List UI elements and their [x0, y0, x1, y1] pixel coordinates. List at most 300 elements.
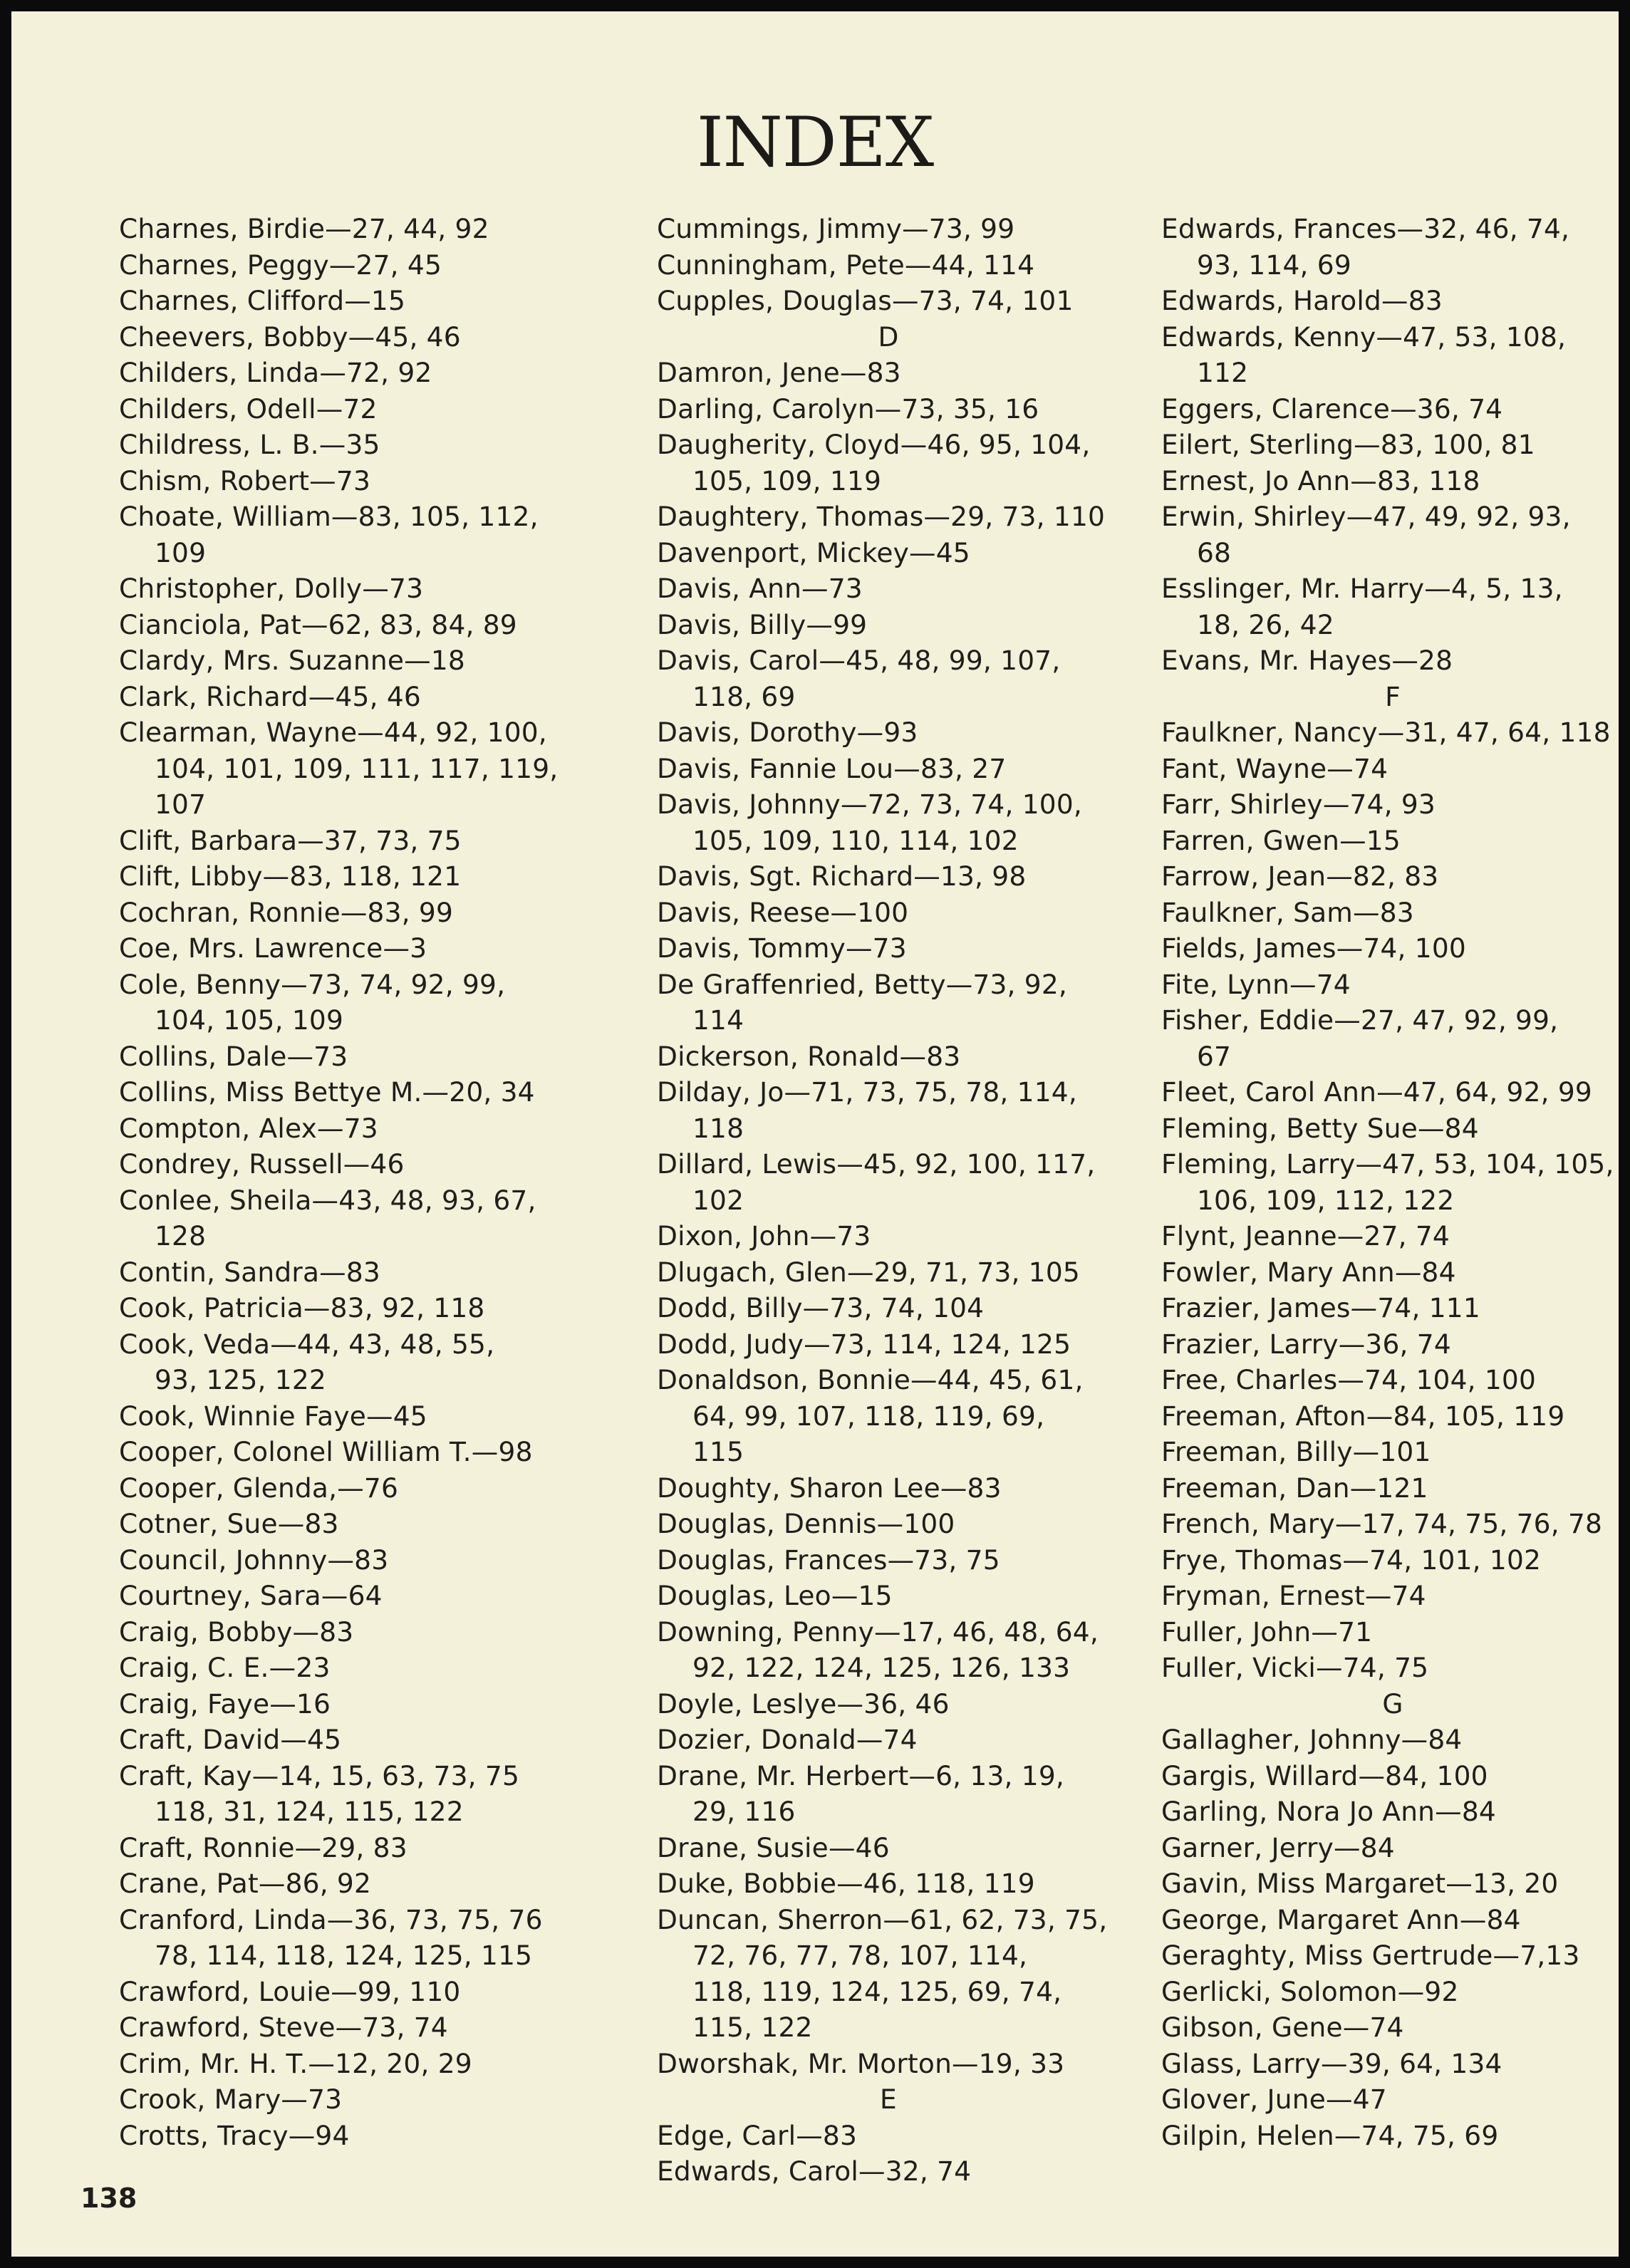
index-entry-text: Crawford, Steve—73, 74: [119, 2012, 448, 2043]
index-entry-text: Fuller, Vicki—74, 75: [1161, 1652, 1429, 1683]
index-entry-continuation: 109: [155, 536, 207, 568]
index-entry-text: Fryman, Ernest—74: [1161, 1580, 1426, 1611]
index-entry-continuation: 106, 109, 112, 122: [1197, 1184, 1455, 1216]
index-entry-text: Gibson, Gene—74: [1161, 2012, 1404, 2043]
index-entry-text: Clift, Barbara—37, 73, 75: [119, 824, 462, 856]
index-entry: [657, 1866, 1141, 1902]
index-entry-continuation: 107: [155, 789, 207, 820]
index-entry: [1161, 714, 1619, 751]
index-entry: [1161, 823, 1619, 859]
index-entry-text: Crotts, Tracy—94: [119, 2119, 350, 2151]
index-entry-text: Crim, Mr. H. T.—12, 20, 29: [119, 2047, 472, 2079]
index-entry: [1161, 391, 1619, 427]
index-entry: [119, 930, 603, 967]
index-entry: [657, 535, 1141, 571]
index-entry-text: French, Mary—17, 74, 75, 76, 78: [1161, 1508, 1603, 1539]
index-entry-continuation: 118: [692, 1112, 744, 1144]
index-entry-text: Drane, Susie—46: [657, 1831, 890, 1863]
index-entry-text: Courtney, Sara—64: [119, 1580, 383, 1611]
index-entry: [119, 1650, 603, 1686]
index-entry: [1161, 1866, 1619, 1902]
index-entry-text: Doughty, Sharon Lee—83: [657, 1472, 1002, 1504]
index-entry: [657, 1326, 1141, 1363]
index-entry-text: Clardy, Mrs. Suzanne—18: [119, 645, 465, 676]
index-entry: [119, 1866, 603, 1902]
index-entry: [657, 1039, 1141, 1075]
index-entry-text: Geraghty, Miss Gertrude—7,13: [1161, 1940, 1580, 1971]
index-entry-continuation: 118, 31, 124, 115, 122: [155, 1796, 464, 1827]
index-entry-continuation: 104, 101, 109, 111, 117, 119,: [155, 752, 559, 784]
index-page: [11, 11, 1619, 2257]
index-entry: [119, 714, 603, 823]
index-entry: [657, 391, 1141, 427]
index-entry-continuation: 115: [692, 1436, 744, 1467]
index-entry-text: Downing, Penny—17, 46, 48, 64,: [657, 1616, 1099, 1648]
index-entry: [119, 679, 603, 715]
index-entry: [657, 2046, 1141, 2082]
index-entry-text: Donaldson, Bonnie—44, 45, 61,: [657, 1364, 1084, 1395]
index-entry: [1161, 427, 1619, 463]
index-entry-text: Contin, Sandra—83: [119, 1256, 380, 1288]
index-entry: [1161, 1614, 1619, 1650]
index-entry: [1161, 2081, 1619, 2118]
index-entry: [1161, 1974, 1619, 2010]
index-entry-text: Choate, William—83, 105, 112,: [119, 501, 539, 532]
index-entry-text: Gavin, Miss Margaret—13, 20: [1161, 1868, 1559, 1899]
index-entry: [119, 283, 603, 319]
index-entry-text: Frazier, James—74, 111: [1161, 1292, 1480, 1323]
index-entry-text: Crane, Pat—86, 92: [119, 1868, 372, 1899]
index-entry-text: Dworshak, Mr. Morton—19, 33: [657, 2047, 1065, 2079]
index-entry: [1161, 1146, 1619, 1218]
index-entry: [657, 895, 1141, 931]
index-entry-text: Davis, Ann—73: [657, 573, 863, 604]
index-entry-text: Childers, Odell—72: [119, 392, 378, 425]
index-entry-text: Faulkner, Sam—83: [1161, 896, 1414, 928]
index-entry-text: Daughtery, Thomas—29, 73, 110: [657, 501, 1106, 532]
index-entry: [1161, 283, 1619, 319]
index-entry: [657, 607, 1141, 643]
index-entry-text: Davenport, Mickey—45: [657, 536, 970, 568]
index-entry-text: Cooper, Glenda,—76: [119, 1472, 399, 1504]
index-entry-text: Farr, Shirley—74, 93: [1161, 789, 1436, 820]
index-entry-text: Dilday, Jo—71, 73, 75, 78, 114,: [657, 1076, 1077, 1108]
index-entry-text: Dickerson, Ronald—83: [657, 1040, 961, 1072]
index-entry: [119, 571, 603, 607]
index-entry: [1161, 2118, 1619, 2154]
index-entry-text: De Graffenried, Betty—73, 92,: [657, 968, 1068, 1000]
index-entry: [1161, 1074, 1619, 1110]
index-entry: [1161, 643, 1619, 679]
index-entry-text: Fleming, Betty Sue—84: [1161, 1112, 1479, 1144]
index-entry-text: Farrow, Jean—82, 83: [1161, 860, 1439, 892]
index-entry-text: Darling, Carolyn—73, 35, 16: [657, 392, 1039, 425]
index-column-1: [119, 211, 603, 2153]
index-entry: [657, 2118, 1141, 2154]
index-entry: [1161, 1290, 1619, 1326]
index-entry: [119, 2081, 603, 2118]
index-entry: [1161, 319, 1619, 391]
index-entry-text: Compton, Alex—73: [119, 1112, 378, 1144]
index-entry-text: Craft, Ronnie—29, 83: [119, 1831, 408, 1863]
index-entry: [657, 1830, 1141, 1866]
index-entry: [119, 1614, 603, 1650]
index-entry: [1161, 1506, 1619, 1542]
index-entry: [1161, 1254, 1619, 1291]
index-entry: [119, 1722, 603, 1758]
index-entry-text: Dixon, John—73: [657, 1220, 871, 1252]
index-entry-text: Coe, Mrs. Lawrence—3: [119, 932, 427, 964]
index-entry-text: Conlee, Sheila—43, 48, 93, 67,: [119, 1184, 536, 1216]
index-entry: [119, 1506, 603, 1542]
index-entry-text: Edwards, Harold—83: [1161, 285, 1443, 316]
index-entry: [657, 427, 1141, 499]
index-entry-text: Cook, Veda—44, 43, 48, 55,: [119, 1328, 495, 1360]
index-entry-continuation: 118, 69: [692, 680, 796, 712]
index-entry-text: Flynt, Jeanne—27, 74: [1161, 1220, 1450, 1252]
index-entry: [119, 1830, 603, 1866]
index-entry-text: Collins, Miss Bettye M.—20, 34: [119, 1076, 535, 1108]
index-entry-text: Eilert, Sterling—83, 100, 81: [1161, 429, 1535, 460]
index-entry: [119, 1974, 603, 2010]
index-entry: [657, 283, 1141, 319]
index-entry-continuation: 67: [1197, 1040, 1232, 1072]
index-entry: [657, 2153, 1141, 2190]
index-entry-text: Cooper, Colonel William T.—98: [119, 1436, 533, 1467]
index-entry: [1161, 1002, 1619, 1074]
index-entry: [119, 463, 603, 499]
index-entry-text: Duncan, Sherron—61, 62, 73, 75,: [657, 1903, 1108, 1935]
index-entry-text: Gilpin, Helen—74, 75, 69: [1161, 2119, 1499, 2151]
index-entry: [119, 858, 603, 895]
index-entry-text: Frazier, Larry—36, 74: [1161, 1328, 1451, 1360]
page-title: INDEX: [696, 103, 934, 182]
index-entry-text: Cook, Patricia—83, 92, 118: [119, 1292, 485, 1323]
index-entry-text: Fant, Wayne—74: [1161, 752, 1388, 784]
index-entry-text: Douglas, Frances—73, 75: [657, 1544, 1000, 1576]
index-entry-continuation: 118, 119, 124, 125, 69, 74,: [692, 1975, 1062, 2007]
index-entry: [1161, 1902, 1619, 1938]
index-entry-text: Freeman, Dan—121: [1161, 1472, 1428, 1504]
index-entry-text: Cheevers, Bobby—45, 46: [119, 321, 461, 353]
index-entry: [119, 1758, 603, 1830]
index-entry: [657, 1362, 1141, 1470]
index-entry: [119, 2118, 603, 2154]
index-entry-text: Davis, Reese—100: [657, 896, 909, 928]
index-entry-continuation: 112: [1197, 357, 1249, 388]
index-entry-continuation: 102: [692, 1184, 744, 1216]
index-entry-text: Freeman, Billy—101: [1161, 1436, 1431, 1467]
index-entry-text: Crook, Mary—73: [119, 2084, 343, 2115]
index-entry: [119, 1146, 603, 1182]
index-entry-continuation: 72, 76, 77, 78, 107, 114,: [692, 1940, 1028, 1971]
index-entry: [119, 823, 603, 859]
index-entry-text: Davis, Dorothy—93: [657, 717, 918, 748]
index-entry: [657, 1758, 1141, 1830]
index-entry-text: Frye, Thomas—74, 101, 102: [1161, 1544, 1542, 1576]
index-entry: [119, 1290, 603, 1326]
index-entry: [119, 427, 603, 463]
index-entry: [119, 967, 603, 1039]
index-entry-text: Fite, Lynn—74: [1161, 968, 1351, 1000]
index-column-2: [657, 211, 1141, 2190]
index-entry-continuation: 68: [1197, 536, 1232, 568]
index-entry-text: Douglas, Leo—15: [657, 1580, 893, 1611]
section-letter: E: [880, 2084, 897, 2115]
index-entry-text: Fleming, Larry—47, 53, 104, 105,: [1161, 1148, 1614, 1180]
index-entry-text: Clark, Richard—45, 46: [119, 680, 421, 712]
index-entry-continuation: 105, 109, 110, 114, 102: [692, 824, 1019, 856]
index-entry-text: Edwards, Kenny—47, 53, 108,: [1161, 321, 1567, 353]
index-entry-text: Craft, Kay—14, 15, 63, 73, 75: [119, 1759, 520, 1791]
index-entry-text: Cupples, Douglas—73, 74, 101: [657, 285, 1074, 316]
index-entry-text: Esslinger, Mr. Harry—4, 5, 13,: [1161, 573, 1563, 604]
index-entry-continuation: 92, 122, 124, 125, 126, 133: [692, 1652, 1071, 1683]
index-entry: [657, 643, 1141, 714]
index-entry-text: Fisher, Eddie—27, 47, 92, 99,: [1161, 1004, 1559, 1036]
index-entry-continuation: 93, 114, 69: [1197, 249, 1351, 281]
index-entry: [657, 247, 1141, 284]
index-entry-text: Clearman, Wayne—44, 92, 100,: [119, 717, 547, 748]
index-entry-text: Erwin, Shirley—47, 49, 92, 93,: [1161, 501, 1571, 532]
index-entry: [1161, 930, 1619, 967]
index-entry-text: Davis, Carol—45, 48, 99, 107,: [657, 645, 1061, 676]
index-entry-continuation: 29, 116: [692, 1796, 796, 1827]
index-entry-text: Charnes, Birdie—27, 44, 92: [119, 213, 489, 244]
index-entry-text: Cummings, Jimmy—73, 99: [657, 213, 1015, 244]
index-entry: [1161, 2046, 1619, 2082]
index-entry: [1161, 1110, 1619, 1147]
index-entry: [119, 1902, 603, 1974]
index-entry-text: Crawford, Louie—99, 110: [119, 1975, 461, 2007]
index-entry-text: Freeman, Afton—84, 105, 119: [1161, 1400, 1565, 1432]
index-entry: [1161, 1470, 1619, 1507]
index-entry-text: Fuller, John—71: [1161, 1616, 1373, 1648]
index-entry: [657, 355, 1141, 391]
index-entry-text: Condrey, Russell—46: [119, 1148, 405, 1180]
index-entry: [657, 1146, 1141, 1218]
index-entry: [1161, 1326, 1619, 1363]
index-entry: [119, 1578, 603, 1614]
index-entry-text: Chism, Robert—73: [119, 464, 371, 496]
section-letter: F: [1385, 680, 1401, 712]
index-entry: [1161, 2009, 1619, 2046]
index-entry-text: Dodd, Judy—73, 114, 124, 125: [657, 1328, 1071, 1360]
index-entry-text: Council, Johnny—83: [119, 1544, 389, 1576]
index-entry-text: George, Margaret Ann—84: [1161, 1903, 1521, 1935]
index-entry-text: Cranford, Linda—36, 73, 75, 76: [119, 1903, 543, 1935]
index-entry: [1161, 211, 1619, 283]
index-entry: [119, 319, 603, 355]
index-entry: [657, 1542, 1141, 1578]
index-entry: [119, 391, 603, 427]
index-entry-continuation: 93, 125, 122: [155, 1364, 326, 1395]
index-entry-text: Gallagher, Johnny—84: [1161, 1724, 1463, 1755]
index-entry: [1161, 1434, 1619, 1470]
index-entry-text: Daugherity, Cloyd—46, 95, 104,: [657, 429, 1091, 460]
index-entry: [657, 571, 1141, 607]
index-entry: [657, 1686, 1141, 1722]
index-entry-text: Farren, Gwen—15: [1161, 824, 1401, 856]
index-entry-text: Fields, James—74, 100: [1161, 932, 1466, 964]
index-entry: [657, 1218, 1141, 1254]
index-entry: [657, 1722, 1141, 1758]
index-entry-text: Ernest, Jo Ann—83, 118: [1161, 464, 1480, 496]
index-entry: [657, 1578, 1141, 1614]
section-letter: G: [1382, 1687, 1403, 1720]
index-entry: [119, 247, 603, 284]
index-entry-text: Dlugach, Glen—29, 71, 73, 105: [657, 1256, 1080, 1288]
index-entry-text: Edwards, Carol—32, 74: [657, 2155, 972, 2187]
index-column-3: [1161, 211, 1619, 2153]
index-entry-text: Cunningham, Pete—44, 114: [657, 249, 1035, 281]
index-entry: [1161, 1578, 1619, 1614]
index-entry-text: Dillard, Lewis—45, 92, 100, 117,: [657, 1148, 1096, 1180]
index-entry: [119, 499, 603, 571]
index-entry: [119, 1326, 603, 1398]
index-entry: [119, 211, 603, 247]
index-entry: [119, 1542, 603, 1578]
section-letter: D: [878, 321, 899, 353]
index-entry-text: Charnes, Peggy—27, 45: [119, 249, 442, 281]
index-entry: [119, 1110, 603, 1147]
index-entry-text: Evans, Mr. Hayes—28: [1161, 645, 1453, 676]
index-entry-text: Edge, Carl—83: [657, 2119, 858, 2151]
index-entry: [1161, 499, 1619, 571]
index-entry-text: Cianciola, Pat—62, 83, 84, 89: [119, 608, 517, 640]
index-entry-text: Clift, Libby—83, 118, 121: [119, 860, 462, 892]
index-entry: [119, 1434, 603, 1470]
index-entry: [657, 1470, 1141, 1507]
index-entry-text: Damron, Jene—83: [657, 357, 901, 388]
index-entry-text: Charnes, Clifford—15: [119, 285, 406, 316]
index-entry: [1161, 895, 1619, 931]
index-entry-text: Craig, C. E.—23: [119, 1652, 331, 1683]
index-entry: [657, 1290, 1141, 1326]
index-entry-continuation: 104, 105, 109: [155, 1004, 344, 1036]
index-entry-text: Gargis, Willard—84, 100: [1161, 1759, 1488, 1791]
index-entry: [119, 1039, 603, 1075]
index-entry-text: Craig, Faye—16: [119, 1687, 331, 1720]
index-entry: [1161, 1650, 1619, 1686]
index-entry: [657, 1506, 1141, 1542]
index-entry: [657, 499, 1141, 535]
index-entry: [119, 1254, 603, 1291]
index-entry: [657, 1902, 1141, 2046]
index-entry-text: Fleet, Carol Ann—47, 64, 92, 99: [1161, 1076, 1592, 1108]
index-entry-text: Gerlicki, Solomon—92: [1161, 1975, 1459, 2007]
index-entry-text: Cotner, Sue—83: [119, 1508, 339, 1539]
index-entry-text: Eggers, Clarence—36, 74: [1161, 392, 1503, 425]
index-entry-text: Dozier, Donald—74: [657, 1724, 918, 1755]
index-entry-continuation: 115, 122: [692, 2012, 813, 2043]
index-entry-text: Christopher, Dolly—73: [119, 573, 424, 604]
index-entry: [119, 2009, 603, 2046]
index-entry-text: Childress, L. B.—35: [119, 429, 380, 460]
index-entry-text: Free, Charles—74, 104, 100: [1161, 1364, 1537, 1395]
index-entry: [119, 1686, 603, 1722]
index-entry-text: Garner, Jerry—84: [1161, 1831, 1395, 1863]
index-entry-text: Doyle, Leslye—36, 46: [657, 1687, 950, 1720]
index-entry-text: Davis, Tommy—73: [657, 932, 907, 964]
index-entry-text: Davis, Fannie Lou—83, 27: [657, 752, 1007, 784]
index-entry: [657, 930, 1141, 967]
index-entry-text: Edwards, Frances—32, 46, 74,: [1161, 213, 1570, 244]
index-entry-text: Davis, Sgt. Richard—13, 98: [657, 860, 1027, 892]
index-entry: [1161, 858, 1619, 895]
index-entry: [119, 2046, 603, 2082]
index-entry: [657, 786, 1141, 858]
index-entry-text: Childers, Linda—72, 92: [119, 357, 432, 388]
index-entry: [119, 1182, 603, 1254]
index-entry-continuation: 128: [155, 1220, 207, 1252]
index-entry: [1161, 1830, 1619, 1866]
index-entry-text: Craft, David—45: [119, 1724, 342, 1755]
index-entry: [119, 1074, 603, 1110]
index-entry: [1161, 1794, 1619, 1830]
index-entry: [1161, 1398, 1619, 1435]
index-entry-text: Cook, Winnie Faye—45: [119, 1400, 427, 1432]
index-entry: [657, 714, 1141, 751]
index-entry-text: Drane, Mr. Herbert—6, 13, 19,: [657, 1759, 1064, 1791]
index-entry: [1161, 1937, 1619, 1974]
index-entry-continuation: 114: [692, 1004, 744, 1036]
index-entry-text: Cochran, Ronnie—83, 99: [119, 896, 454, 928]
index-entry-text: Duke, Bobbie—46, 118, 119: [657, 1868, 1035, 1899]
index-entry-continuation: 64, 99, 107, 118, 119, 69,: [692, 1400, 1045, 1432]
index-entry: [119, 607, 603, 643]
index-entry: [657, 751, 1141, 787]
index-entry-continuation: 18, 26, 42: [1197, 608, 1334, 640]
index-entry: [1161, 1758, 1619, 1794]
index-entry: [1161, 1362, 1619, 1398]
index-entry: [1161, 1542, 1619, 1578]
index-entry-continuation: 105, 109, 119: [692, 464, 882, 496]
index-entry: [119, 355, 603, 391]
index-entry: [657, 1254, 1141, 1291]
index-entry-text: Fowler, Mary Ann—84: [1161, 1256, 1456, 1288]
index-entry: [657, 1614, 1141, 1686]
index-entry: [1161, 1722, 1619, 1758]
index-entry: [1161, 1218, 1619, 1254]
index-entry: [119, 1398, 603, 1435]
index-entry-text: Glover, June—47: [1161, 2084, 1387, 2115]
index-entry: [657, 858, 1141, 895]
index-entry: [1161, 463, 1619, 499]
index-entry: [119, 643, 603, 679]
index-entry: [1161, 751, 1619, 787]
page-number: 138: [81, 2183, 137, 2214]
index-entry: [119, 895, 603, 931]
index-entry-text: Davis, Johnny—72, 73, 74, 100,: [657, 789, 1083, 820]
index-entry: [1161, 967, 1619, 1003]
index-entry-continuation: 78, 114, 118, 124, 125, 115: [155, 1940, 533, 1971]
index-entry-text: Faulkner, Nancy—31, 47, 64, 118: [1161, 717, 1611, 748]
index-entry-text: Collins, Dale—73: [119, 1040, 348, 1072]
index-entry: [119, 1470, 603, 1507]
index-entry: [657, 211, 1141, 247]
index-entry-text: Garling, Nora Jo Ann—84: [1161, 1796, 1496, 1827]
index-entry: [657, 967, 1141, 1039]
index-entry: [1161, 786, 1619, 823]
index-entry-text: Cole, Benny—73, 74, 92, 99,: [119, 968, 506, 1000]
index-entry-text: Douglas, Dennis—100: [657, 1508, 955, 1539]
index-entry-text: Davis, Billy—99: [657, 608, 868, 640]
index-entry-text: Glass, Larry—39, 64, 134: [1161, 2047, 1502, 2079]
index-entry-text: Dodd, Billy—73, 74, 104: [657, 1292, 985, 1323]
index-entry: [1161, 571, 1619, 643]
index-entry: [657, 1074, 1141, 1146]
